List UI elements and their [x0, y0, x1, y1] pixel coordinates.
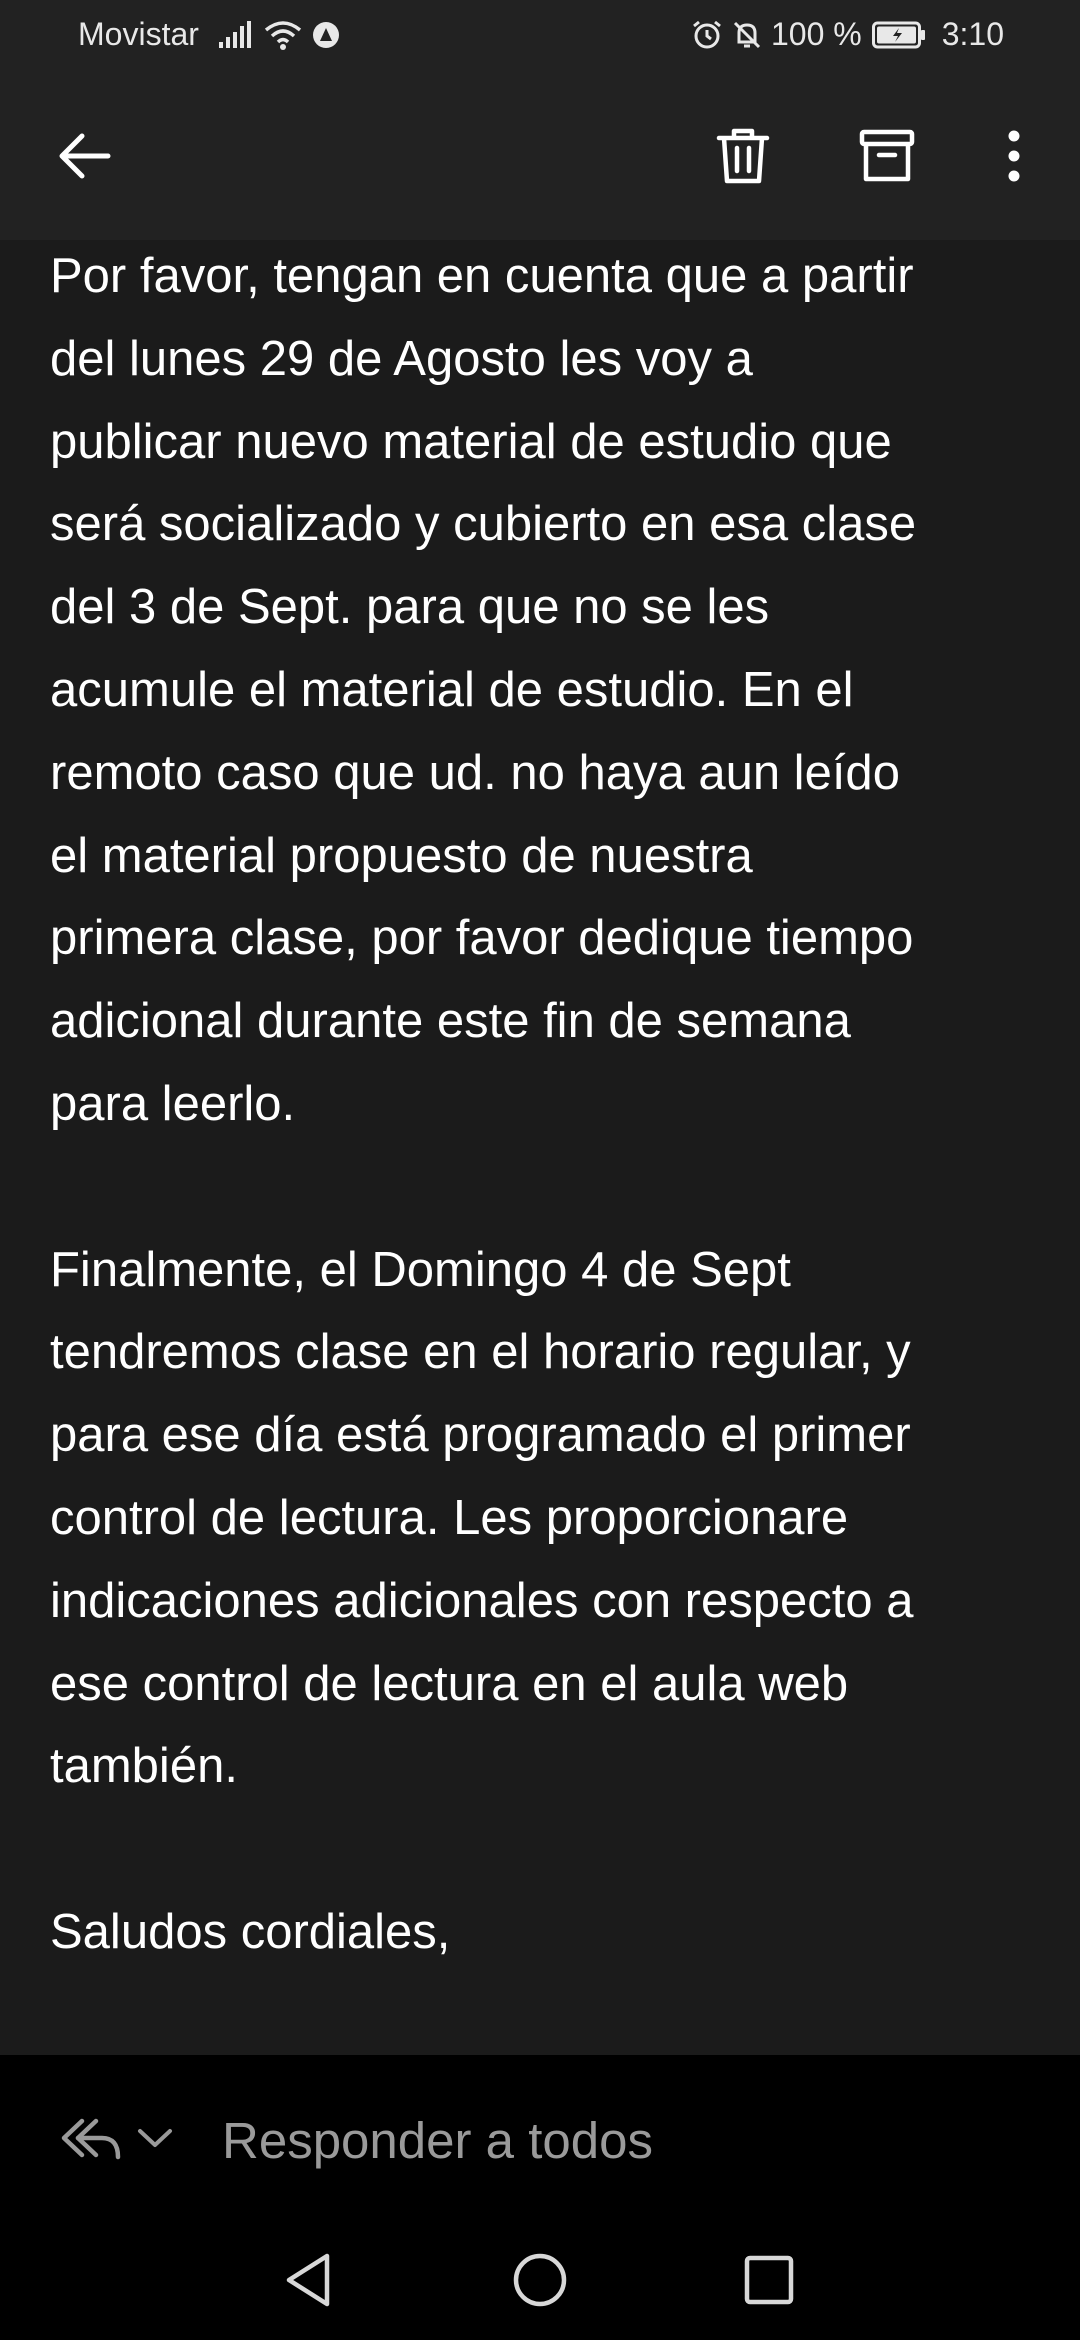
status-left: [78, 16, 349, 53]
nav-back-button[interactable]: [263, 2235, 353, 2325]
app-bar: [0, 72, 1080, 240]
signal-icon: [217, 20, 255, 50]
wifi-icon: [263, 19, 303, 51]
message-paragraph-3: Saludos cordiales,: [50, 1904, 451, 1959]
status-right: [691, 16, 1004, 53]
more-options-button[interactable]: [978, 120, 1050, 192]
nav-home-icon: [512, 2252, 568, 2308]
nav-back-icon: [283, 2252, 333, 2308]
data-saver-icon: [311, 20, 341, 50]
nav-recents-icon: [743, 2254, 795, 2306]
message-paragraph-1: Por favor, tengan en cuenta que a partir del lunes 29 de Agosto les voy a publicar nuevo material de estudio que será socializado y cubierto en esa clase del 3 de Sept. para que no se les acumule el material de estudio. En el remoto caso que ud. no haya aun leído el material propuesto de nuestra primera clase, por favor dedique tiempo adicional durante este fin de semana para leerlo.: [50, 249, 917, 1131]
status-bar: [0, 0, 1080, 72]
reply-bar[interactable]: [0, 2055, 1080, 2235]
clock: 3:10: [941, 16, 1004, 52]
archive-button[interactable]: [851, 120, 923, 192]
delete-button[interactable]: [707, 120, 779, 192]
bell-off-icon: [731, 19, 763, 51]
message-body: [50, 235, 1050, 1974]
nav-recents-button[interactable]: [724, 2235, 814, 2325]
more-vert-icon: [1004, 128, 1024, 184]
chevron-down-icon: [134, 2113, 176, 2163]
back-arrow-icon: [54, 126, 114, 186]
carrier-name: Movistar: [78, 16, 199, 52]
trash-icon: [715, 126, 771, 186]
system-nav-bar: [0, 2235, 1080, 2340]
archive-icon: [859, 128, 915, 184]
back-button[interactable]: [48, 120, 120, 192]
alarm-icon: [691, 19, 723, 51]
reply-type-selector[interactable]: [60, 2113, 176, 2163]
reply-all-label[interactable]: Responder a todos: [222, 2112, 653, 2169]
message-paragraph-2: Finalmente, el Domingo 4 de Sept tendremos clase en el horario regular, y para ese día está programado el primer control de lectura. Les proporcionare indicaciones adicionales con respecto a ese control de lectura en el aula web también.: [50, 1242, 914, 1794]
battery-icon: [872, 21, 926, 49]
battery-percentage: 100 %: [770, 16, 862, 52]
reply-all-icon: [60, 2113, 122, 2163]
nav-home-button[interactable]: [495, 2235, 585, 2325]
